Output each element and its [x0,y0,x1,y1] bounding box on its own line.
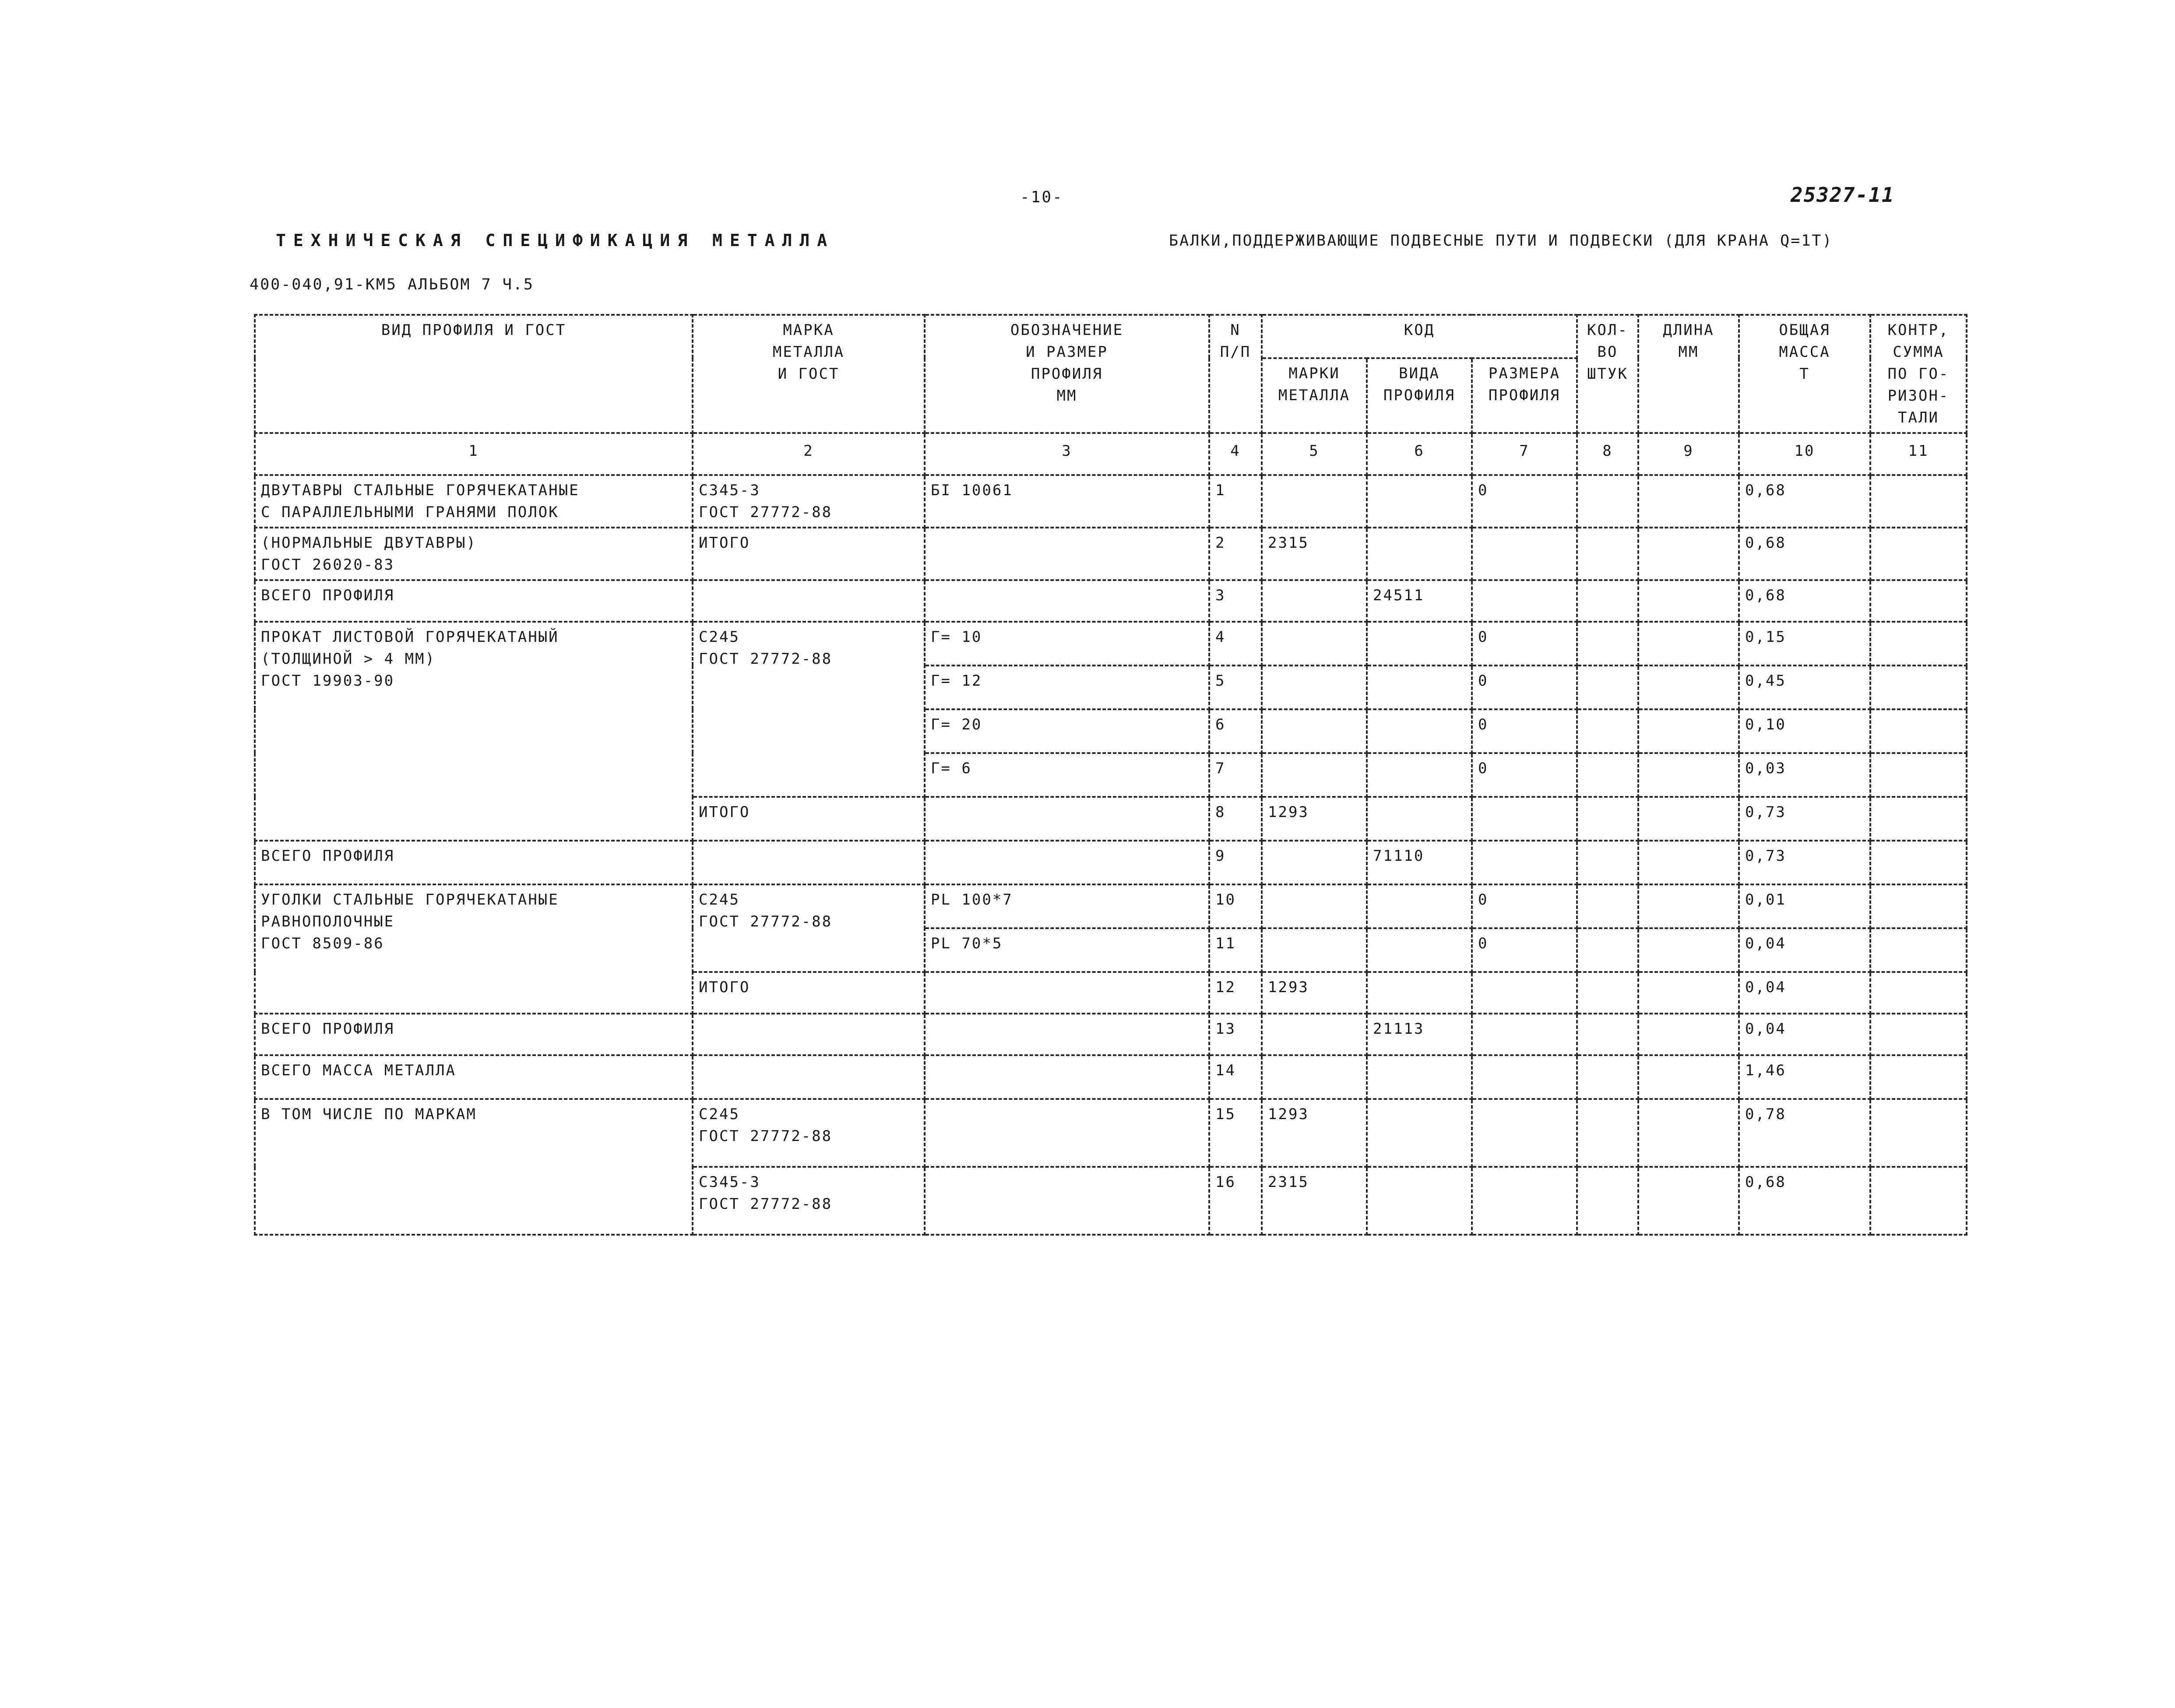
mass-cell: 0,03 [1739,753,1870,797]
table-row [255,475,1967,528]
row-number: 15 [1209,1099,1262,1167]
code-size-cell [1472,528,1577,580]
quantity-cell [1577,666,1638,709]
header-designation: ОБОЗНАЧЕНИЕ И РАЗМЕР ПРОФИЛЯ ММ [925,315,1209,433]
code-steel-cell: 2315 [1262,528,1367,580]
profile-cell: В ТОМ ЧИСЛЕ ПО МАРКАМ [255,1099,693,1235]
quantity-cell [1577,1014,1638,1055]
quantity-cell [1577,709,1638,753]
row-number: 8 [1209,797,1262,841]
checksum-cell [1870,884,1967,928]
header-checksum: КОНТР, СУММА ПО ГО- РИЗОН- ТАЛИ [1870,315,1967,433]
code-type-cell: 21113 [1367,1014,1472,1055]
row-number: 5 [1209,666,1262,709]
length-cell [1638,928,1739,972]
mass-cell: 0,10 [1739,709,1870,753]
checksum-cell [1870,1167,1967,1235]
code-steel-cell: 1293 [1262,1099,1367,1167]
album-reference: 400-040,91-КМ5 АЛЬБОМ 7 Ч.5 [250,276,534,293]
profile-cell: ДВУТАВРЫ СТАЛЬНЫЕ ГОРЯЧЕКАТАНЫЕ С ПАРАЛЛЕЛЬНЫМИ ГРАНЯМИ ПОЛОК [255,475,693,528]
column-number: 8 [1577,433,1638,475]
row-number: 7 [1209,753,1262,797]
code-type-cell [1367,1099,1472,1167]
length-cell [1638,709,1739,753]
code-type-cell [1367,972,1472,1014]
document-number: 25327-11 [1791,183,1895,207]
steel-cell: С245 ГОСТ 27772-88 [693,622,925,797]
mass-cell: 0,68 [1739,475,1870,528]
quantity-cell [1577,841,1638,884]
spec-title: ТЕХНИЧЕСКАЯ СПЕЦИФИКАЦИЯ МЕТАЛЛА [276,231,835,250]
mass-cell: 0,45 [1739,666,1870,709]
header-number: N П/П [1209,315,1262,433]
quantity-cell [1577,928,1638,972]
code-steel-cell: 1293 [1262,797,1367,841]
length-cell [1638,580,1739,622]
code-size-cell [1472,580,1577,622]
column-number: 3 [925,433,1209,475]
steel-cell [693,1055,925,1099]
mass-cell: 0,04 [1739,1014,1870,1055]
checksum-cell [1870,753,1967,797]
designation-cell [925,1055,1209,1099]
code-type-cell [1367,753,1472,797]
code-type-cell [1367,666,1472,709]
steel-cell: С345-3 ГОСТ 27772-88 [693,475,925,528]
code-size-cell: 0 [1472,666,1577,709]
mass-cell: 0,73 [1739,841,1870,884]
profile-cell: (НОРМАЛЬНЫЕ ДВУТАВРЫ) ГОСТ 26020-83 [255,528,693,580]
specification-table [254,314,1967,1236]
mass-cell: 0,68 [1739,580,1870,622]
mass-cell: 0,68 [1739,528,1870,580]
checksum-cell [1870,580,1967,622]
length-cell [1638,972,1739,1014]
row-number: 9 [1209,841,1262,884]
designation-cell [925,1167,1209,1235]
profile-cell: ВСЕГО ПРОФИЛЯ [255,841,693,884]
designation-cell [925,797,1209,841]
mass-cell: 0,04 [1739,928,1870,972]
code-steel-cell [1262,1055,1367,1099]
header-length: ДЛИНА ММ [1638,315,1739,433]
code-type-cell [1367,1167,1472,1235]
code-size-cell [1472,797,1577,841]
code-size-cell [1472,1167,1577,1235]
designation-cell: Г= 20 [925,709,1209,753]
steel-cell: ИТОГО [693,528,925,580]
checksum-cell [1870,528,1967,580]
code-steel-cell: 1293 [1262,972,1367,1014]
code-steel-cell [1262,884,1367,928]
quantity-cell [1577,1099,1638,1167]
code-type-cell [1367,1055,1472,1099]
steel-cell: ИТОГО [693,797,925,841]
header-code-size: РАЗМЕРА ПРОФИЛЯ [1472,358,1577,433]
spec-subtitle: БАЛКИ,ПОДДЕРЖИВАЮЩИЕ ПОДВЕСНЫЕ ПУТИ И ПОДВЕСКИ (ДЛЯ КРАНА Q=1Т) [1169,232,1833,250]
header-mass: ОБЩАЯ МАССА Т [1739,315,1870,433]
steel-cell [693,580,925,622]
steel-cell [693,841,925,884]
row-number: 2 [1209,528,1262,580]
code-size-cell [1472,972,1577,1014]
header-code-steel: МАРКИ МЕТАЛЛА [1262,358,1367,433]
mass-cell: 0,68 [1739,1167,1870,1235]
checksum-cell [1870,797,1967,841]
steel-cell: С345-3 ГОСТ 27772-88 [693,1167,925,1235]
designation-cell: PL 70*5 [925,928,1209,972]
code-type-cell [1367,884,1472,928]
code-size-cell: 0 [1472,884,1577,928]
quantity-cell [1577,972,1638,1014]
code-type-cell [1367,622,1472,666]
row-number: 11 [1209,928,1262,972]
column-number: 4 [1209,433,1262,475]
code-size-cell [1472,841,1577,884]
quantity-cell [1577,622,1638,666]
code-type-cell [1367,528,1472,580]
header-steel: МАРКА МЕТАЛЛА И ГОСТ [693,315,925,433]
row-number: 4 [1209,622,1262,666]
column-number: 9 [1638,433,1739,475]
table-row [255,1099,1967,1167]
quantity-cell [1577,884,1638,928]
checksum-cell [1870,841,1967,884]
quantity-cell [1577,580,1638,622]
mass-cell: 0,04 [1739,972,1870,1014]
length-cell [1638,1167,1739,1235]
row-number: 14 [1209,1055,1262,1099]
mass-cell: 0,01 [1739,884,1870,928]
checksum-cell [1870,475,1967,528]
mass-cell: 0,15 [1739,622,1870,666]
row-number: 1 [1209,475,1262,528]
quantity-cell [1577,1167,1638,1235]
checksum-cell [1870,1055,1967,1099]
code-type-cell: 24511 [1367,580,1472,622]
column-number: 6 [1367,433,1472,475]
column-number: 11 [1870,433,1967,475]
code-steel-cell: 2315 [1262,1167,1367,1235]
quantity-cell [1577,753,1638,797]
length-cell [1638,841,1739,884]
designation-cell [925,972,1209,1014]
checksum-cell [1870,1099,1967,1167]
column-number: 2 [693,433,925,475]
checksum-cell [1870,666,1967,709]
row-number: 3 [1209,580,1262,622]
designation-cell [925,528,1209,580]
length-cell [1638,1055,1739,1099]
code-steel-cell [1262,1014,1367,1055]
code-steel-cell [1262,475,1367,528]
header-row [255,315,1967,358]
code-size-cell: 0 [1472,709,1577,753]
header-profile: ВИД ПРОФИЛЯ И ГОСТ [255,315,693,433]
quantity-cell [1577,528,1638,580]
code-steel-cell [1262,928,1367,972]
row-number: 10 [1209,884,1262,928]
length-cell [1638,753,1739,797]
code-type-cell [1367,709,1472,753]
code-steel-cell [1262,666,1367,709]
profile-cell: ПРОКАТ ЛИСТОВОЙ ГОРЯЧЕКАТАНЫЙ (ТОЛЩИНОЙ > 4 ММ) ГОСТ 19903-90 [255,622,693,841]
code-steel-cell [1262,841,1367,884]
mass-cell: 0,73 [1739,797,1870,841]
steel-cell: С245 ГОСТ 27772-88 [693,1099,925,1167]
table-row [255,884,1967,928]
profile-cell: ВСЕГО МАССА МЕТАЛЛА [255,1055,693,1099]
designation-cell [925,1099,1209,1167]
checksum-cell [1870,709,1967,753]
steel-cell: С245 ГОСТ 27772-88 [693,884,925,972]
header-code-type: ВИДА ПРОФИЛЯ [1367,358,1472,433]
designation-cell [925,580,1209,622]
designation-cell [925,1014,1209,1055]
table-row [255,622,1967,666]
quantity-cell [1577,1055,1638,1099]
header-code: КОД [1262,315,1577,358]
checksum-cell [1870,622,1967,666]
table-row [255,841,1967,884]
designation-cell: Г= 6 [925,753,1209,797]
checksum-cell [1870,1014,1967,1055]
length-cell [1638,797,1739,841]
quantity-cell [1577,797,1638,841]
checksum-cell [1870,972,1967,1014]
table-row [255,1055,1967,1099]
code-size-cell: 0 [1472,753,1577,797]
code-size-cell: 0 [1472,622,1577,666]
designation-cell: PL 100*7 [925,884,1209,928]
steel-cell: ИТОГО [693,972,925,1014]
length-cell [1638,884,1739,928]
checksum-cell [1870,928,1967,972]
column-number: 7 [1472,433,1577,475]
code-steel-cell [1262,753,1367,797]
code-steel-cell [1262,580,1367,622]
profile-cell: ВСЕГО ПРОФИЛЯ [255,1014,693,1055]
column-number: 1 [255,433,693,475]
row-number: 16 [1209,1167,1262,1235]
code-type-cell: 71110 [1367,841,1472,884]
row-number: 12 [1209,972,1262,1014]
length-cell [1638,1014,1739,1055]
row-number: 6 [1209,709,1262,753]
designation-cell: БI 10061 [925,475,1209,528]
length-cell [1638,1099,1739,1167]
profile-cell: УГОЛКИ СТАЛЬНЫЕ ГОРЯЧЕКАТАНЫЕ РАВНОПОЛОЧНЫЕ ГОСТ 8509-86 [255,884,693,1014]
code-type-cell [1367,928,1472,972]
table-row [255,1014,1967,1055]
page-number: -10- [1020,188,1063,206]
quantity-cell [1577,475,1638,528]
column-number: 10 [1739,433,1870,475]
code-size-cell [1472,1055,1577,1099]
mass-cell: 1,46 [1739,1055,1870,1099]
code-type-cell [1367,797,1472,841]
mass-cell: 0,78 [1739,1099,1870,1167]
column-number-row [255,433,1967,475]
table-row [255,528,1967,580]
row-number: 13 [1209,1014,1262,1055]
code-steel-cell [1262,709,1367,753]
designation-cell [925,841,1209,884]
code-size-cell: 0 [1472,928,1577,972]
code-steel-cell [1262,622,1367,666]
code-size-cell: 0 [1472,475,1577,528]
table-row [255,580,1967,622]
column-number: 5 [1262,433,1367,475]
code-size-cell [1472,1014,1577,1055]
designation-cell: Г= 10 [925,622,1209,666]
length-cell [1638,528,1739,580]
length-cell [1638,666,1739,709]
code-type-cell [1367,475,1472,528]
code-size-cell [1472,1099,1577,1167]
header-quantity: КОЛ- ВО ШТУК [1577,315,1638,433]
length-cell [1638,475,1739,528]
length-cell [1638,622,1739,666]
designation-cell: Г= 12 [925,666,1209,709]
profile-cell: ВСЕГО ПРОФИЛЯ [255,580,693,622]
steel-cell [693,1014,925,1055]
